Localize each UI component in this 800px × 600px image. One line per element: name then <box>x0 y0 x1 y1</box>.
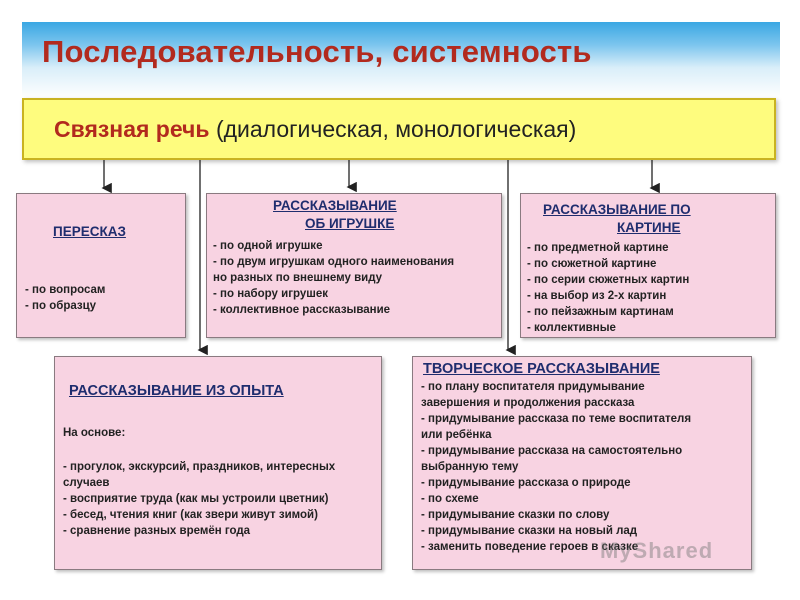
list-item: - заменить поведение героев в сказке <box>421 541 639 553</box>
list-item: - придумывание рассказа на самостоятельно <box>421 445 683 457</box>
list-item: - по пейзажным картинам <box>527 306 674 318</box>
main-concept-text <box>54 116 576 143</box>
list-item: - сравнение разных времён года <box>63 525 251 537</box>
list-item: - коллективное рассказывание <box>213 304 391 316</box>
list-item: - придумывание рассказа по теме воспитателя <box>421 413 692 425</box>
list-item: - по образцу <box>25 300 97 312</box>
box-picture-story <box>520 193 776 338</box>
list-item: - придумывание сказки по слову <box>421 509 610 521</box>
list-item: - по вопросам <box>25 284 106 296</box>
box-toy-list <box>213 238 454 318</box>
list-item: - по серии сюжетных картин <box>527 274 690 286</box>
box-toy-story <box>206 193 502 338</box>
box-picture-list <box>527 240 689 336</box>
list-item: - на выбор из 2-х картин <box>527 290 667 302</box>
list-item: - прогулок, экскурсий, праздников, интересных <box>63 461 336 473</box>
box-creative-list <box>421 379 691 555</box>
list-item: - коллективные <box>527 322 616 334</box>
list-item: - придумывание рассказа о природе <box>421 477 631 489</box>
list-item: - по набору игрушек <box>213 288 328 300</box>
box-creative-title: ТВОРЧЕСКОЕ РАССКАЗЫВАНИЕ <box>423 361 660 377</box>
box-toy-title-line1: РАССКАЗЫВАНИЕ <box>273 198 397 213</box>
box-picture-title-line2: КАРТИНЕ <box>617 220 681 235</box>
box-toy-title-line2: ОБ ИГРУШКЕ <box>305 216 395 231</box>
box-retelling <box>16 193 186 338</box>
list-item: - по одной игрушке <box>213 240 323 252</box>
box-experience-story <box>54 356 382 570</box>
watermark: MyShared <box>600 538 714 563</box>
main-concept-box <box>22 98 776 160</box>
list-item: или ребёнка <box>421 429 492 441</box>
list-item: но разных по внешнему виду <box>213 272 383 284</box>
box-retelling-list <box>25 282 105 314</box>
list-item: - по плану воспитателя придумывание <box>421 381 645 393</box>
list-item: - по двум игрушкам одного наименования <box>213 256 455 268</box>
box-experience-title: РАССКАЗЫВАНИЕ ИЗ ОПЫТА <box>69 383 284 399</box>
list-item: - придумывание сказки на новый лад <box>421 525 638 537</box>
list-item: - по сюжетной картине <box>527 258 657 270</box>
list-item: - по схеме <box>421 493 479 505</box>
list-item: - бесед, чтения книг (как звери живут зимой) <box>63 509 318 521</box>
list-item: - по предметной картине <box>527 242 669 254</box>
box-picture-title-line1: РАССКАЗЫВАНИЕ ПО <box>543 202 691 217</box>
main-concept-bold: Связная речь <box>54 116 210 142</box>
main-concept-rest: (диалогическая, монологическая) <box>209 116 577 142</box>
list-item: завершения и продолжения рассказа <box>421 397 635 409</box>
box-experience-list <box>63 459 335 539</box>
list-item: - восприятие труда (как мы устроили цветник) <box>63 493 329 505</box>
list-item: выбранную тему <box>421 461 519 473</box>
slide-title: Последовательность, системность <box>42 34 592 69</box>
box-retelling-title: ПЕРЕСКАЗ <box>53 224 126 239</box>
list-item: случаев <box>63 477 110 489</box>
box-experience-basis: На основе: <box>63 427 126 439</box>
